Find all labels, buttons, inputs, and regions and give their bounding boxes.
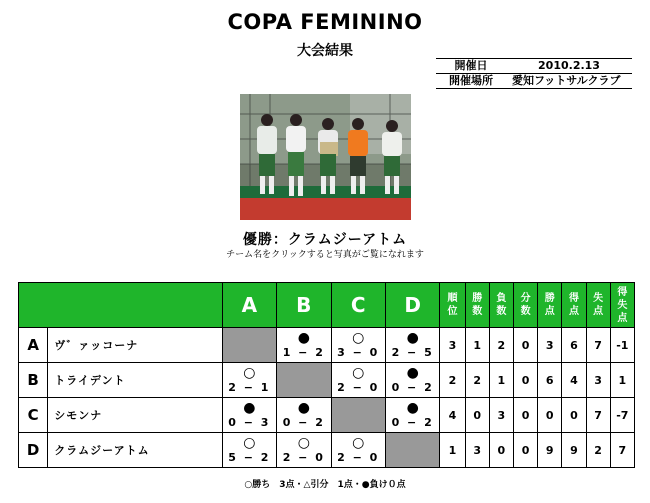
win-mark-icon: ○ [243, 365, 256, 381]
stat-goals-for: 9 [562, 433, 586, 468]
stat-losses: 0 [489, 433, 513, 468]
stat-draws: 0 [513, 328, 537, 363]
win-mark-icon: ○ [352, 365, 365, 381]
stat-points: 0 [538, 398, 562, 433]
match-score: 1 − 2 [282, 346, 325, 359]
stat-goal-difference: 7 [610, 433, 634, 468]
stat-wins: 3 [465, 433, 489, 468]
match-result-cell [385, 328, 439, 363]
stat-goals-for: 0 [562, 398, 586, 433]
match-score: 0 − 3 [228, 416, 271, 429]
stat-wins: 0 [465, 398, 489, 433]
stat-draws: 0 [513, 363, 537, 398]
match-score: 0 − 2 [391, 416, 434, 429]
header-blank-cell [19, 283, 223, 328]
stat-losses: 1 [489, 363, 513, 398]
header-rank: 順 位 [440, 283, 465, 328]
stat-points: 9 [538, 433, 562, 468]
column-header-c: C [331, 283, 385, 328]
team-name-link[interactable]: ヴ゛ァッコーナ [48, 328, 222, 363]
stat-rank: 4 [440, 398, 465, 433]
match-result-cell [385, 398, 439, 433]
header-goal-difference: 得 失 点 [610, 283, 634, 328]
stat-goal-difference: -7 [610, 398, 634, 433]
match-result-cell [331, 363, 385, 398]
team-name-link[interactable]: トライデント [48, 363, 222, 398]
match-result-cell [331, 328, 385, 363]
header-losses: 負 数 [489, 283, 513, 328]
table-row [19, 398, 635, 433]
header-goals-against: 失 点 [586, 283, 610, 328]
match-score: 2 − 5 [391, 346, 434, 359]
legend-text: ○勝ち 3点・△引分 1点・●負け０点 [244, 480, 406, 490]
venue-value: 愛知フットサルクラブ [512, 74, 621, 87]
stat-rank: 2 [440, 363, 465, 398]
win-mark-icon: ○ [352, 330, 365, 346]
loss-mark-icon: ● [406, 365, 419, 381]
stat-points: 6 [538, 363, 562, 398]
match-score: 2 − 1 [228, 381, 271, 394]
self-match-cell [277, 363, 331, 398]
match-result-cell [222, 433, 276, 468]
stat-rank: 1 [440, 433, 465, 468]
match-score: 5 − 2 [228, 451, 271, 464]
column-header-d: D [385, 283, 439, 328]
column-header-b: B [277, 283, 331, 328]
stat-losses: 2 [489, 328, 513, 363]
row-letter: A [19, 328, 48, 363]
stat-draws: 0 [513, 398, 537, 433]
header-goals-for: 得 点 [562, 283, 586, 328]
stat-rank: 3 [440, 328, 465, 363]
team-name-link[interactable]: クラムジーアトム [48, 433, 222, 468]
self-match-cell [222, 328, 276, 363]
date-value: 2010.2.13 [538, 59, 600, 72]
page-subtitle: 大会結果 [297, 43, 353, 59]
venue-row [436, 74, 632, 89]
row-letter: D [19, 433, 48, 468]
match-score: 0 − 2 [282, 416, 325, 429]
stat-goals-against: 7 [586, 328, 610, 363]
match-result-cell [222, 398, 276, 433]
stat-goals-for: 6 [562, 328, 586, 363]
self-match-cell [385, 433, 439, 468]
loss-mark-icon: ● [297, 330, 310, 346]
self-match-cell [331, 398, 385, 433]
match-result-cell [385, 363, 439, 398]
team-photo-image [240, 94, 411, 220]
match-result-cell [277, 398, 331, 433]
stat-wins: 1 [465, 328, 489, 363]
stat-goal-difference: 1 [610, 363, 634, 398]
match-result-cell [277, 328, 331, 363]
row-letter: C [19, 398, 48, 433]
table-header-row [19, 283, 635, 328]
stat-goals-against: 2 [586, 433, 610, 468]
win-mark-icon: ○ [352, 435, 365, 451]
page-title: COPA FEMININO [227, 10, 423, 34]
header-draws: 分 数 [513, 283, 537, 328]
match-result-cell [331, 433, 385, 468]
stat-losses: 3 [489, 398, 513, 433]
loss-mark-icon: ● [406, 400, 419, 416]
venue-label: 開催場所 [449, 74, 493, 87]
table-row [19, 433, 635, 468]
match-score: 2 − 0 [282, 451, 325, 464]
column-header-a: A [222, 283, 276, 328]
loss-mark-icon: ● [297, 400, 310, 416]
match-score: 3 − 0 [337, 346, 380, 359]
table-row [19, 328, 635, 363]
date-row [436, 58, 632, 74]
stat-wins: 2 [465, 363, 489, 398]
stat-draws: 0 [513, 433, 537, 468]
event-info [436, 58, 632, 89]
win-mark-icon: ○ [297, 435, 310, 451]
win-mark-icon: ○ [243, 435, 256, 451]
stat-goals-for: 4 [562, 363, 586, 398]
photo-hint-text: チーム名をクリックすると写真がご覧になれます [226, 250, 424, 260]
team-name-link[interactable]: シモンナ [48, 398, 222, 433]
results-table [18, 282, 635, 468]
match-score: 0 − 2 [391, 381, 434, 394]
date-label: 開催日 [454, 59, 488, 72]
loss-mark-icon: ● [243, 400, 256, 416]
winner-caption: 優勝：クラムジーアトム [242, 232, 408, 248]
match-score: 2 − 0 [337, 451, 380, 464]
winner-team-photo[interactable] [240, 94, 411, 220]
header-wins: 勝 数 [465, 283, 489, 328]
stat-goals-against: 3 [586, 363, 610, 398]
stat-goal-difference: -1 [610, 328, 634, 363]
stat-goals-against: 7 [586, 398, 610, 433]
match-score: 2 − 0 [337, 381, 380, 394]
match-result-cell [277, 433, 331, 468]
stat-points: 3 [538, 328, 562, 363]
header-points: 勝 点 [538, 283, 562, 328]
row-letter: B [19, 363, 48, 398]
table-row [19, 363, 635, 398]
loss-mark-icon: ● [406, 330, 419, 346]
match-result-cell [222, 363, 276, 398]
